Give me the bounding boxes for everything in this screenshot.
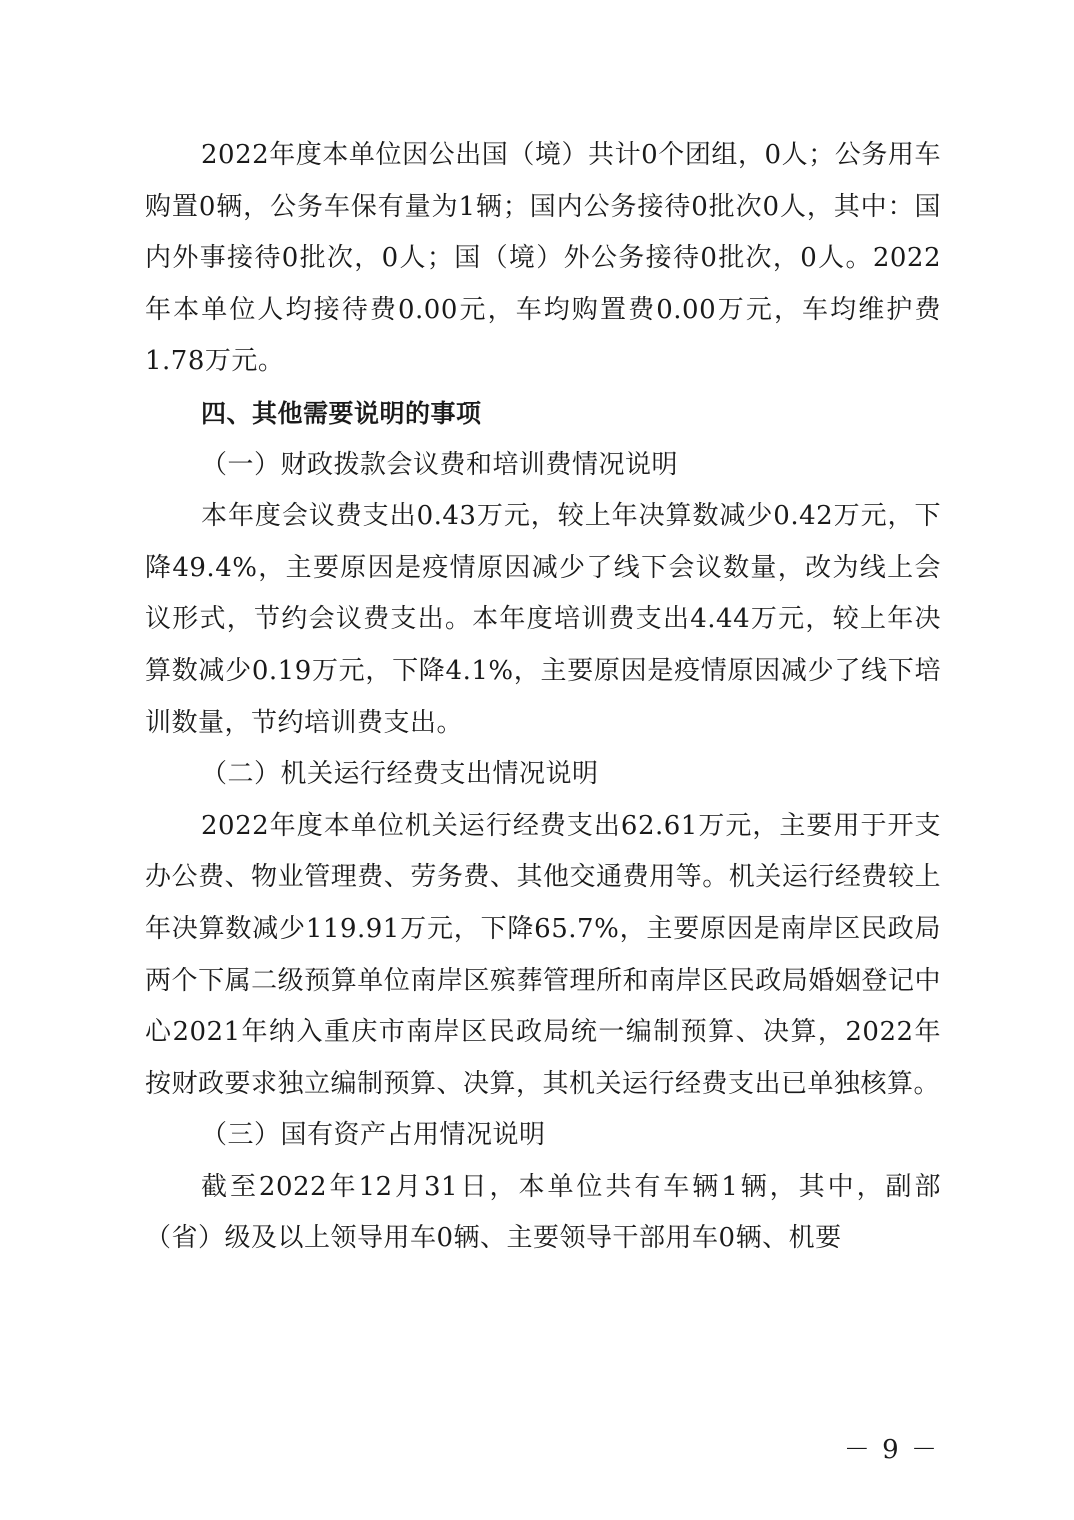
paragraph-meeting-training-fees: 本年度会议费支出0.43万元，较上年决算数减少0.42万元，下降49.4%，主要原因是疫情原因减少了线下会议数量，改为线上会议形式，节约会议费支出。本年度培训费支出4.44万元，较上年决算数减少0.19万元，下降4.1%，主要原因是疫情原因减少了线下培训数量，节约培训费支出。 [145, 501, 941, 738]
paragraph-state-assets: 截至2022年12月31日，本单位共有车辆1辆，其中，副部（省）级及以上领导用车0辆、主要领导干部用车0辆、机要 [145, 1171, 941, 1254]
document-body [145, 130, 941, 1265]
section-heading-other-matters: 四、其他需要说明的事项 [201, 398, 482, 428]
subheading-meeting-training-fees: （一）财政拨款会议费和培训费情况说明 [201, 449, 679, 480]
paragraph-operating-expenses: 2022年度本单位机关运行经费支出62.61万元，主要用于开支办公费、物业管理费、劳务费、其他交通费用等。机关运行经费较上年决算数减少119.91万元，下降65.7%，主要原因是南岸区民政局两个下属二级预算单位南岸区殡葬管理所和南岸区民政局婚姻登记中心2021年纳入重庆市南岸区民政局统一编制预算、决算，2022年按财政要求独立编制预算、决算，其机关运行经费支出已单独核算。 [145, 810, 941, 1099]
paragraph-official-travel-and-vehicles: 2022年度本单位因公出国（境）共计0个团组，0人；公务用车购置0辆，公务车保有量为1辆；国内公务接待0批次0人，其中：国内外事接待0批次，0人；国（境）外公务接待0批次，0人。2022年本单位人均接待费0.00元，车均购置费0.00万元，车均维护费1.78万元。 [145, 140, 941, 377]
page-number: － 9 － [843, 1435, 939, 1465]
subheading-operating-expenses: （二）机关运行经费支出情况说明 [201, 759, 599, 790]
subheading-state-assets: （三）国有资产占用情况说明 [201, 1120, 546, 1151]
